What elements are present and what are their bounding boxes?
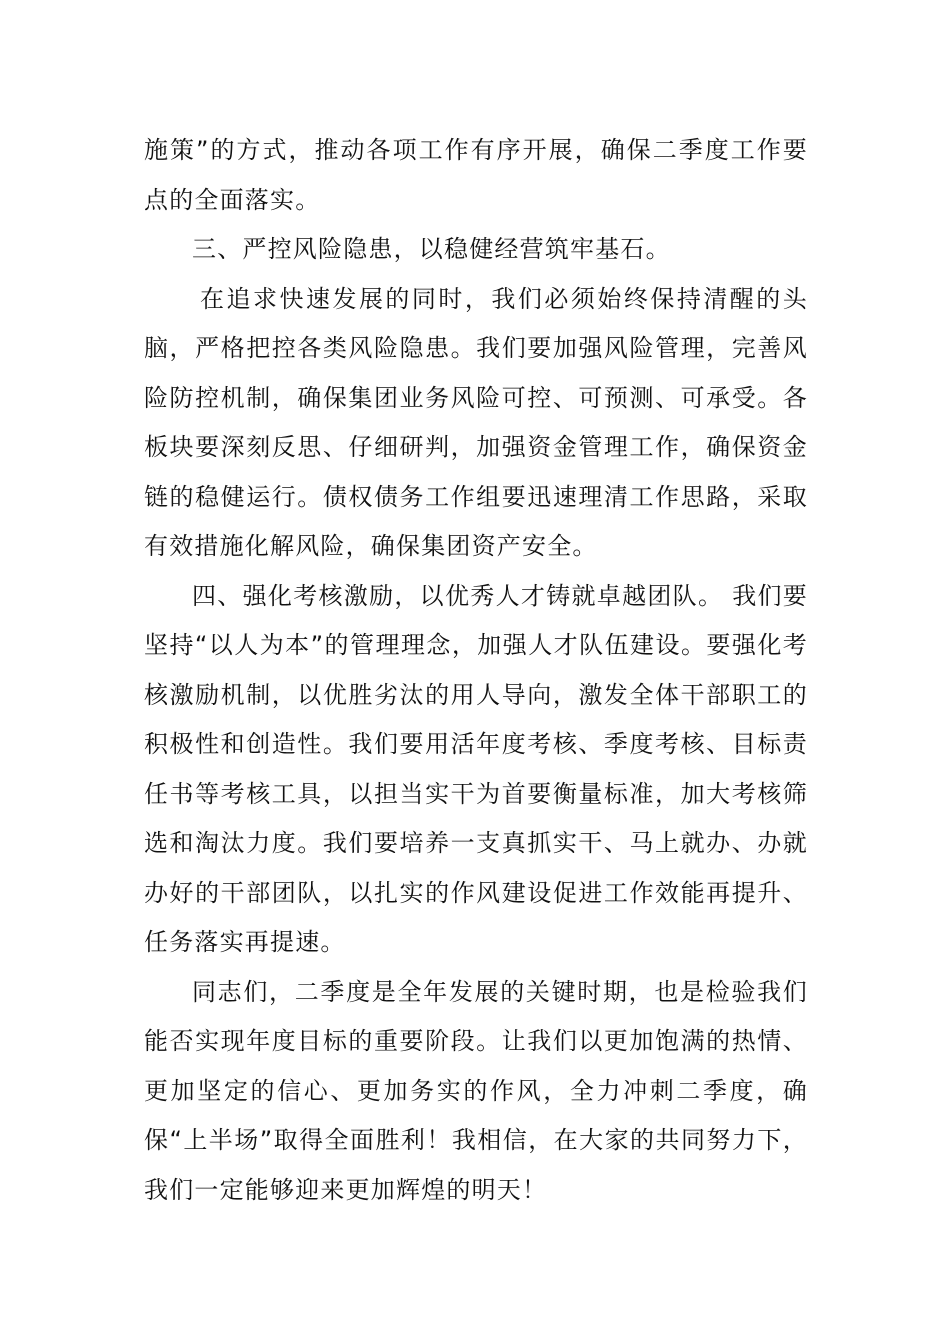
closing-paragraph: 同志们，二季度是全年发展的关键时期，也是检验我们能否实现年度目标的重要阶段。让我们以更加饱满的热情、更加坚定的信心、更加务实的作风，全力冲刺二季度，确保“上半场”取得全面胜利！我相信，在大家的共同努力下，我们一定能够迎来更加辉煌的明天！ [144,977,808,1204]
section-heading-three: 三、严控风险隐患，以稳健经营筑牢基石。 [192,235,671,263]
paragraph-continuation: 施策”的方式，推动各项工作有序开展，确保二季度工作要点的全面落实。 [144,136,808,214]
section-four-paragraph: 四、强化考核激励，以优秀人才铸就卓越团队。 我们要坚持“以人为本”的管理理念，加强人才队伍建设。要强化考核激励机制，以优胜劣汰的用人导向，激发全体干部职工的积极性和创造性。我们要用活年度考核、季度考核、目标责任书等考核工具，以担当实干为首要衡量标准，加大考核筛选和淘汰力度。我们要培养一支真抓实干、马上就办、办就办好的干部团队，以扎实的作风建设促进工作效能再提升、任务落实再提速。 [144,581,808,956]
document-body [144,126,808,1215]
paragraph-risk-control: 在追求快速发展的同时，我们必须始终保持清醒的头脑，严格把控各类风险隐患。我们要加强风险管理，完善风险防控机制，确保集团业务风险可控、可预测、可承受。各板块要深刻反思、仔细研判，加强资金管理工作，确保资金链的稳健运行。债权债务工作组要迅速理清工作思路，采取有效措施化解风险，确保集团资产安全。 [144,284,808,560]
